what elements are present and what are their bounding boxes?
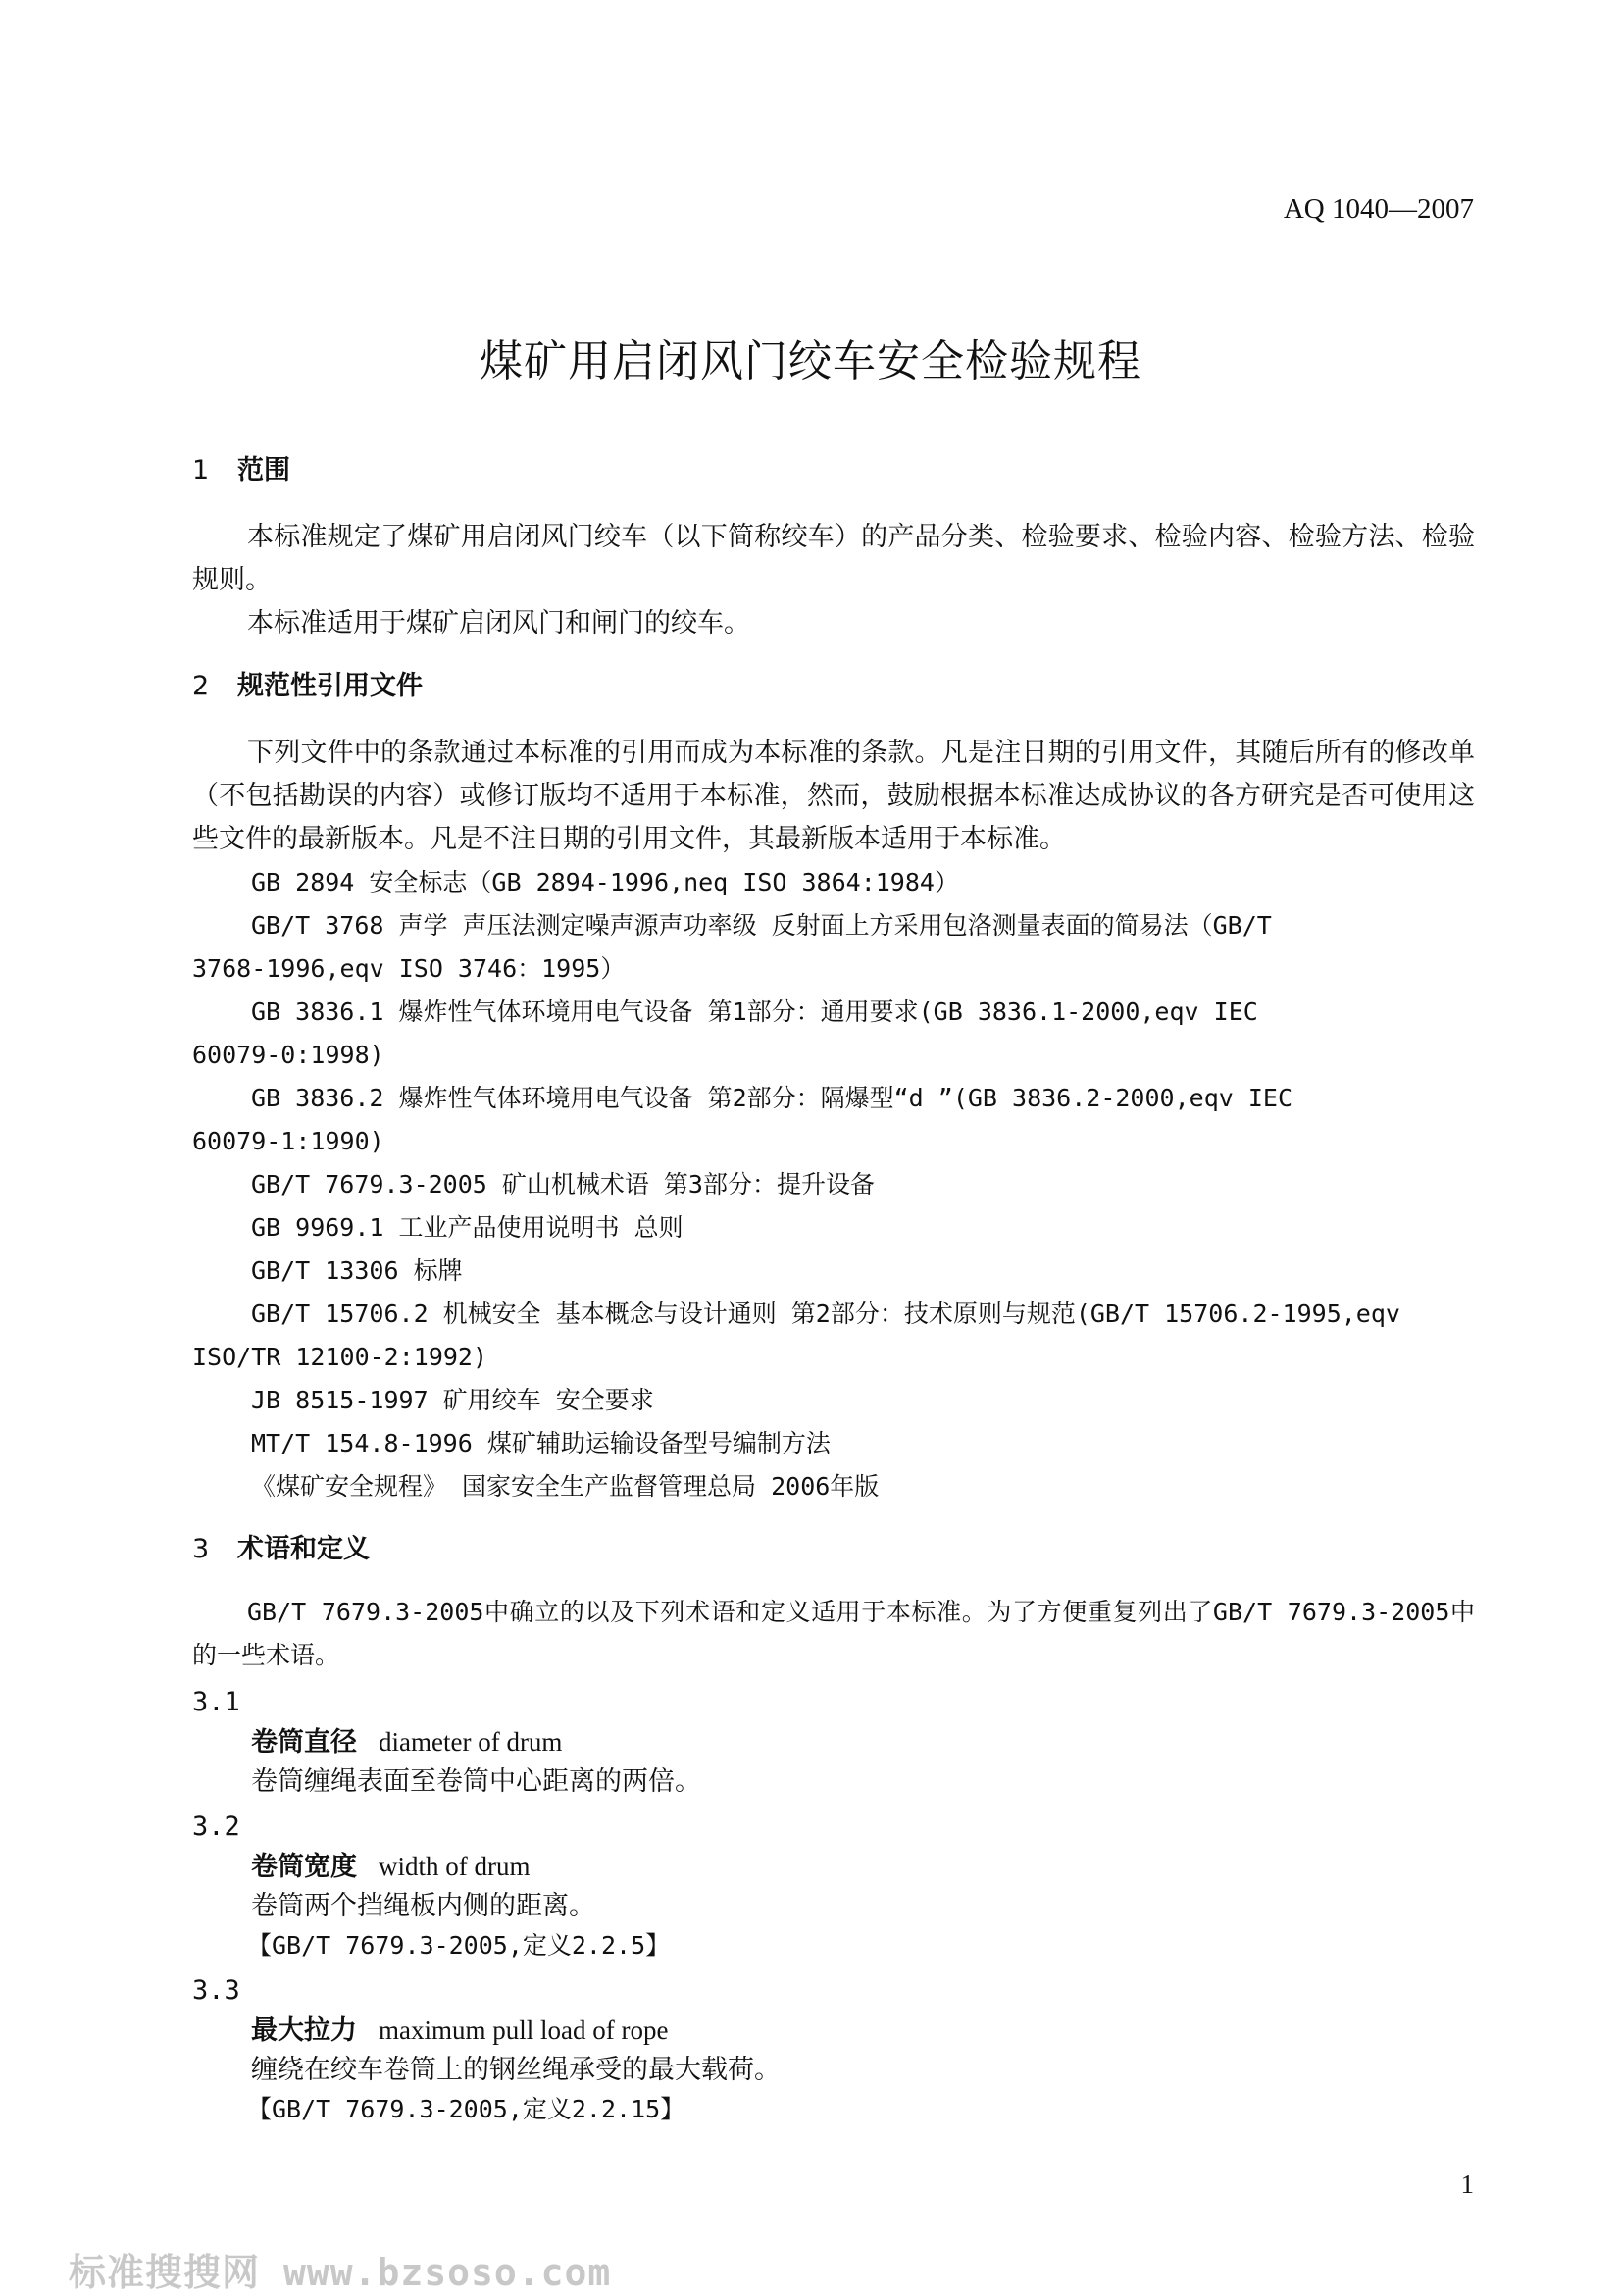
page-number: 1 [1460,2169,1474,2199]
section-heading-scope [192,449,1475,492]
reference-item [192,1465,1475,1508]
reference-text: JB 8515-1997 矿用绞车 安全要求 [251,1386,654,1414]
term-chinese: 卷筒宽度 [251,1852,357,1882]
paragraph: 下列文件中的条款通过本标准的引用而成为本标准的条款。凡是注日期的引用文件，其随后所有的修改单（不包括勘误的内容）或修订版均不适用于本标准，然而，鼓励根据本标准达成协议的各方研究是否可使用这些文件的最新版本。凡是不注日期的引用文件，其最新版本适用于本标准。 [192,738,1475,854]
section-heading-terms [192,1528,1475,1571]
section-title: 规范性引用文件 [237,671,423,701]
reference-continuation: 60079-0:1998) [192,1041,384,1069]
term-number: 3.2 [192,1811,240,1842]
watermark [69,2242,611,2296]
reference-item [192,904,1475,991]
term-definition: 卷筒缠绳表面至卷筒中心距离的两倍。 [251,1766,701,1797]
term-entry [192,1971,1475,2129]
reference-text: GB/T 13306 标牌 [251,1256,463,1285]
reference-continuation: ISO/TR 12100-2:1992) [192,1343,488,1371]
term-number: 3.1 [192,1687,240,1717]
term-line [192,1847,1475,1887]
term-chinese: 卷筒直径 [251,1727,357,1758]
reference-text: 《煤矿安全规程》 国家安全生产监督管理总局 2006年版 [251,1472,880,1501]
reference-item [192,1293,1475,1379]
reference-item [192,1422,1475,1465]
reference-item [192,1077,1475,1163]
reference-item [192,991,1475,1077]
reference-item [192,861,1475,904]
term-english: maximum pull load of rope [379,2015,669,2045]
reference-item [192,1250,1475,1293]
paragraph: GB/T 7679.3-2005中确立的以及下列术语和定义适用于本标准。为了方便重复列出了GB/T 7679.3-2005中的一些术语。 [192,1598,1475,1669]
reference-item [192,1206,1475,1250]
reference-text: GB/T 3768 声学 声压法测定噪声源声功率级 反射面上方采用包洛测量表面的简易法（GB/T [251,911,1272,940]
section-number: 1 [192,455,210,485]
section-title: 术语和定义 [237,1534,370,1564]
section-title: 范围 [237,455,290,485]
reference-text: GB/T 15706.2 机械安全 基本概念与设计通则 第2部分：技术原则与规范(GB/T 15706.2-1995,eqv [251,1300,1400,1328]
term-number: 3.3 [192,1975,240,2006]
reference-continuation: 60079-1:1990) [192,1127,384,1155]
term-english: diameter of drum [379,1727,563,1757]
reference-text: GB/T 7679.3-2005 矿山机械术语 第3部分：提升设备 [251,1170,875,1199]
standard-code: AQ 1040—2007 [1283,193,1474,225]
paragraph: 本标准适用于煤矿启闭风门和闸门的绞车。 [247,608,750,638]
reference-continuation: 3768-1996,eqv ISO 3746：1995） [192,954,626,983]
section-number: 2 [192,671,210,701]
document-title: 煤矿用启闭风门绞车安全检验规程 [480,336,1141,386]
reference-item [192,1163,1475,1206]
reference-text: GB 3836.2 爆炸性气体环境用电气设备 第2部分：隔爆型“d ”(GB 3836.2-2000,eqv IEC [251,1084,1293,1112]
reference-text: MT/T 154.8-1996 煤矿辅助运输设备型号编制方法 [251,1429,831,1457]
term-source: 【GB/T 7679.3-2005,定义2.2.15】 [247,2095,685,2123]
term-entry [192,1683,1475,1802]
document-body [192,449,1475,2129]
term-line [192,1722,1475,1762]
term-english: width of drum [379,1852,531,1881]
term-definition: 卷筒两个挡绳板内侧的距离。 [251,1891,595,1921]
paragraph: 本标准规定了煤矿用启闭风门绞车（以下简称绞车）的产品分类、检验要求、检验内容、检验方法、检验规则。 [192,522,1475,595]
term-entry [192,1808,1475,1965]
term-chinese: 最大拉力 [251,2015,357,2046]
term-definition: 缠绕在绞车卷筒上的钢丝绳承受的最大载荷。 [251,2055,781,2085]
watermark-url: www.bzsoso.com [283,2251,612,2294]
term-source: 【GB/T 7679.3-2005,定义2.2.5】 [247,1931,671,1960]
reference-text: GB 2894 安全标志（GB 2894-1996,neq ISO 3864:1984） [251,868,959,896]
section-heading-references [192,665,1475,708]
term-line [192,2011,1475,2051]
watermark-name: 标准搜搜网 [69,2251,261,2294]
reference-item [192,1379,1475,1422]
reference-text: GB 9969.1 工业产品使用说明书 总则 [251,1213,684,1242]
section-number: 3 [192,1534,210,1564]
reference-text: GB 3836.1 爆炸性气体环境用电气设备 第1部分：通用要求(GB 3836.1-2000,eqv IEC [251,997,1258,1026]
